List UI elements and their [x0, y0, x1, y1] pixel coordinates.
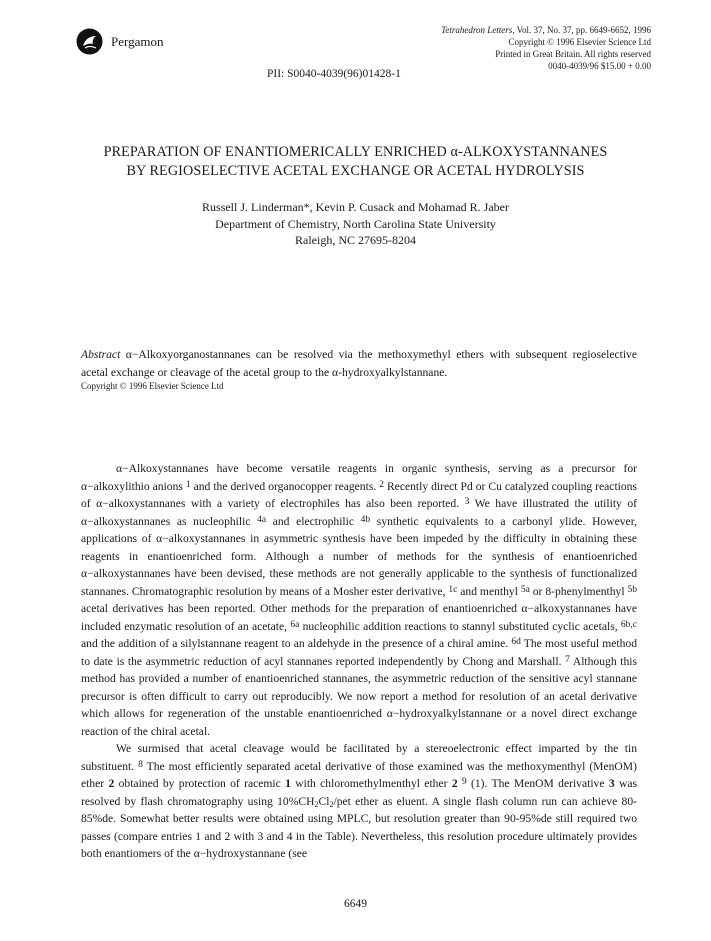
reference: 6d	[511, 637, 521, 647]
compound-number: 2	[451, 777, 458, 790]
reference: 8	[138, 759, 143, 770]
paragraph-1: α−Alkoxystannanes have become versatile reagents in organic synthesis, serving as a precursor for α−alkoxylithio anions $^1$ and the derived organocopper reagents. $^2$ Recently direct Pd or Cu catalyzed coupling reactions of α−alkoxystannanes with a variety of electrophiles has also been reported. $^3$ We have illustrated the utility of α−alkoxystannanes as nucleophilic $^{4a}$ and electrophilic $^{4b}$ synthetic equivalents to a carbonyl ylide. However, applications of α−alkoxystannanes in asymmetric synthesis have been impeded by the difficulty in obtaining these reagents in enantioenriched form. Although a number of methods for the synthesis of enantioenriched α−alkoxystannanes have been devised, these methods are not generally applicable to the synthesis of functionalized stannanes. Chromatographic resolution by means of a Mosher ester derivative, $^{1c}$ and menthyl $^{5a}$ or 8-phenylmenthyl $^{5b}$ acetal derivatives has been reported. Other methods for the preparation of enantioenriched α−alkoxystannanes have included enzymatic resolution of an acetate, $^{6a}$ nucleophilic addition reactions to stannyl substituted cyclic acetals, $^{6b,c}$ and the addition of a silylstannane reagent to an aldehyde in the presence of a chiral amine. $^{6d}$ The most useful method to date is the asymmetric reduction of acyl stannanes reported independently by Chong and Marshall. $^7$ Although this method has provided a number of enantioenriched stannanes, the asymmetric reduction of the sensitive acyl stannane precursor is often difficult to carry out reproducibly. We now report a method for resolution of an acetal derivative which allows for regeneration of the unstable enantioenriched α−hydroxyalkylstannane or a novel direct exchange reaction of the chiral acetal.	[81, 462, 637, 738]
journal-name: Tetrahedron Letters	[441, 25, 513, 35]
reference: 2	[379, 479, 384, 490]
reference: 6b,c	[620, 619, 637, 630]
publisher-name: Pergamon	[111, 34, 164, 49]
author-block	[60, 199, 651, 249]
journal-issn: 0040-4039/96 $15.00 + 0.00	[548, 61, 651, 71]
reference: 6a	[290, 619, 300, 630]
pii: PII: S0040-4039(96)01428-1	[267, 68, 401, 80]
authors: Russell J. Linderman*, Kevin P. Cusack and Mohamad R. Jaber	[202, 200, 509, 214]
journal-printed: Printed in Great Britain. All rights reserved	[495, 49, 651, 59]
reference: 5a	[520, 584, 530, 595]
compound-number: 1	[285, 777, 291, 790]
abstract	[81, 346, 637, 381]
reference: 1c	[448, 584, 458, 595]
title-line-1: PREPARATION OF ENANTIOMERICALLY ENRICHED α-ALKOXYSTANNANES	[103, 144, 608, 160]
paper-title	[60, 143, 651, 181]
title-line-2: BY REGIOSELECTIVE ACETAL EXCHANGE OR ACETAL HYDROLYSIS	[126, 163, 585, 179]
abstract-text: α−Alkoxyorganostannanes can be resolved via the methoxymethyl ethers with subsequent regioselective acetal exchange or cleavage of the acetal group to the α-hydroxyalkylstannane.	[81, 348, 637, 379]
affiliation-line-1: Department of Chemistry, North Carolina State University	[215, 216, 496, 231]
journal-copyright: Copyright © 1996 Elsevier Science Ltd	[508, 37, 651, 47]
pergamon-logo-icon	[76, 28, 103, 55]
abstract-copyright: Copyright © 1996 Elsevier Science Ltd	[81, 381, 224, 391]
affiliation-line-2: Raleigh, NC 27695-8204	[295, 233, 416, 248]
body-text	[81, 460, 637, 863]
reference: 4a	[257, 514, 267, 525]
reference: 7	[565, 654, 570, 665]
journal-citation: Tetrahedron Letters, Vol. 37, No. 37, pp. 6649-6652, 1996	[441, 25, 651, 35]
reference: 4b	[360, 514, 371, 525]
compound-number: 3	[608, 777, 615, 790]
reference: 3	[464, 497, 470, 507]
reference: 9	[461, 777, 467, 787]
abstract-label: Abstract	[81, 348, 121, 361]
compound-number: 2	[108, 777, 115, 790]
page-number: 6649	[344, 898, 367, 910]
journal-info	[351, 24, 651, 72]
paragraph-2: We surmised that acetal cleavage would be facilitated by a stereoelectronic effect imparted by the tin substituent. $^8$ The most efficiently separated acetal derivative of those examined was the methoxymenthyl (MenOM) ether 2 obtained by protection of racemic 1 with chloromethylmenthyl ether 2 $^9$ (1). The MenOM derivative 3 was resolved by flash chromatography using $10\%CH_2Cl_2$/pet ether as eluent. A single flash column run can achieve 80-85%de. Somewhat better results were obtained using MPLC, but resolution greater than 90-95%de still required two passes (compare entries 1 and 2 with 3 and 4 in the Table). Nevertheless, this resolution procedure ultimately provides both enantiomers of the α−hydroxystannane (see	[81, 742, 637, 860]
reference: 1	[185, 479, 191, 490]
reference: 5b	[627, 584, 637, 595]
